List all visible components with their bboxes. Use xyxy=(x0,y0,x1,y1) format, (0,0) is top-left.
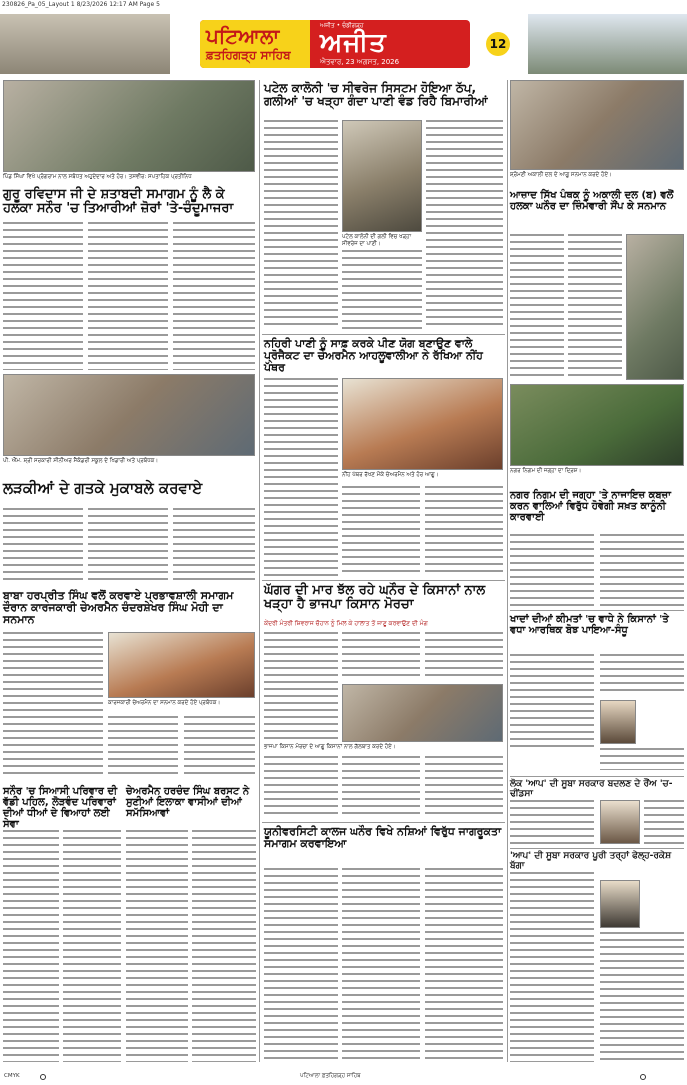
article-body xyxy=(510,800,594,844)
headline: ਨਹਿਰੀ ਪਾਣੀ ਨੂੰ ਸਾਫ਼ ਕਰਕੇ ਪੀਣ ਯੋਗ ਬਣਾਉਣ ਵਾਲੇ ਪ੍ਰੋਜੈਕਟ ਦਾ ਚੇਅਰਮੈਨ ਆਹਲੂਵਾਲੀਆ ਨੇ ਰੱਖਿਆ ਨੀਂਹ ਪੱਥਰ xyxy=(264,337,483,375)
article-body xyxy=(568,234,622,380)
photo-group-singhan xyxy=(3,80,255,172)
article-body xyxy=(510,534,594,606)
article-body xyxy=(342,250,422,330)
photo-caption: ਪੀ. ਐੱਮ. ਸ਼੍ਰੀ ਸਰਕਾਰੀ ਸੀਨੀਅਰ ਸੈਕੰਡਰੀ ਸਕੂਲ ਦੇ ਖਿਡਾਰੀ ਅਤੇ ਪ੍ਰਬੰਧਕ। xyxy=(3,458,159,464)
photo-bjp-kisan-morcha xyxy=(342,684,503,742)
article-body xyxy=(264,120,338,330)
article-body xyxy=(88,222,168,370)
article-body xyxy=(600,654,684,696)
headline: ਘੱਗਰ ਦੀ ਮਾਰ ਝੱਲ ਰਹੇ ਘਨੌਰ ਦੇ ਕਿਸਾਨਾਂ ਨਾਲ ਖੜ੍ਹਾ ਹੈ ਭਾਜਪਾ ਕਿਸਾਨ ਮੋਰਚਾ xyxy=(264,583,486,613)
article-body xyxy=(3,830,59,1062)
article-body xyxy=(600,534,684,606)
masthead-paper-sub: ਅਜੀਤ • ਚੰਡੀਗੜ੍ਹ xyxy=(320,22,364,29)
photo-gatka-players xyxy=(3,374,255,456)
masthead-city: ਪਟਿਆਲਾ xyxy=(206,24,280,48)
masthead-band xyxy=(170,14,528,74)
photo-caption: ਨਗਰ ਨਿਗਮ ਦੀ ਜਗ੍ਹਾ ਦਾ ਦ੍ਰਿਸ਼। xyxy=(510,468,582,474)
article-body xyxy=(264,868,338,1062)
headline: ਆਜ਼ਾਦ ਸਿੱਖ ਪੰਥਕ ਨੂੰ ਅਕਾਲੀ ਦਲ (ਬ) ਵਲੋਂ ਹਲਕਾ ਘਨੌਰ ਦਾ ਜ਼ਿੰਮੇਵਾਰੀ ਸੌਂਪ ਕੇ ਸਨਮਾਨ xyxy=(510,190,674,212)
headline: ਬਾਬਾ ਹਰਪ੍ਰੀਤ ਸਿੰਘ ਵਲੋਂ ਕਰਵਾਏ ਪ੍ਰਭਾਵਸ਼ਾਲੀ ਸਮਾਗਮ ਦੌਰਾਨ ਕਾਰਜਕਾਰੀ ਚੇਅਰਮੈਨ ਚੰਦਰਸ਼ੇਖਰ ਸਿੰਘ ਮੋਹੀ ਦਾ ਸਨਮਾਨ xyxy=(3,589,234,627)
kicker: ਕੇਂਦਰੀ ਮੰਤਰੀ ਸ਼ਿਵਰਾਜ ਚੌਹਾਨ ਨੂੰ ਮਿਲ ਕੇ ਹਾਲਾਤ ਤੋਂ ਜਾਣੂ ਕਰਵਾਉਣ ਦੀ ਮੰਗ xyxy=(264,620,428,627)
photo-caption: ਪਟੇਲ ਕਾਲੋਨੀ ਦੀ ਗਲੀ ਵਿਚ ਖੜ੍ਹਾ ਸੀਵਰੇਜ ਦਾ ਪਾਣੀ। xyxy=(342,234,412,247)
article-body xyxy=(510,872,594,1062)
photo-caption: ਪਿੰਡ ਸਿੰਘਾਂ ਵਿਖੇ ਪ੍ਰੋਗਰਾਮ ਨਾਲ ਸਬੰਧਤ ਅਹੁਦੇਦਾਰ ਅਤੇ ਹੋਰ। ਤਸਵੀਰ: ਸਪਤਾਹਿਕ ਪ੍ਰਤੀਨਿਧ xyxy=(3,174,192,180)
article-body xyxy=(600,932,684,1062)
footer-edition: ਪਟਿਆਲਾ ਫ਼ਤਹਿਗੜ੍ਹ ਸਾਹਿਬ xyxy=(300,1073,361,1079)
photo-caption: ਨੀਂਹ ਪੱਥਰ ਰੱਖਣ ਮੌਕੇ ਚੇਅਰਮੈਨ ਅਤੇ ਹੋਰ ਆਗੂ। xyxy=(342,472,439,478)
article-body xyxy=(426,120,503,330)
article-body xyxy=(342,632,420,680)
article-body xyxy=(173,508,255,580)
photo-honour-ceremony xyxy=(108,632,255,698)
article-body xyxy=(644,800,684,844)
photo-caption: ਕਾਰਜਕਾਰੀ ਚੇਅਰਮੈਨ ਦਾ ਸਨਮਾਨ ਕਰਦੇ ਹੋਏ ਪ੍ਰਬੰਧਕ। xyxy=(108,700,221,706)
article-body xyxy=(342,486,420,576)
photo-municipal-land xyxy=(510,384,684,466)
photo-akali-dal-leaders xyxy=(510,80,684,170)
headline: ਲੜਕੀਆਂ ਦੇ ਗਤਕੇ ਮੁਕਾਬਲੇ ਕਰਵਾਏ xyxy=(3,479,203,497)
photo-portrait-bagga xyxy=(600,880,640,928)
photo-portrait-sandhu xyxy=(600,700,636,744)
article-body xyxy=(342,868,420,1062)
article-body xyxy=(425,632,503,680)
article-body xyxy=(88,508,168,580)
article-body xyxy=(3,632,103,778)
photo-caption: ਭਾਜਪਾ ਕਿਸਾਨ ਮੋਰਚਾ ਦੇ ਆਗੂ ਕਿਸਾਨਾਂ ਨਾਲ ਗੱਲਬਾਤ ਕਰਦੇ ਹੋਏ। xyxy=(264,744,396,750)
headline: ਚੇਅਰਮੈਨ ਹਰਚੰਦ ਸਿੰਘ ਬਰਸਟ ਨੇ ਸੁਣੀਆਂ ਇਲਾਕਾ ਵਾਸੀਆਂ ਦੀਆਂ ਸਮੱਸਿਆਵਾਂ xyxy=(126,786,250,819)
article-body xyxy=(184,716,255,778)
registration-mark-icon xyxy=(40,1074,46,1080)
article-body xyxy=(3,222,83,370)
headline: 'ਆਪ' ਦੀ ਸੂਬਾ ਸਰਕਾਰ ਪੂਰੀ ਤਰ੍ਹਾਂ ਫੇਲ੍ਹ-ਰਕੇਸ਼ ਬੱਗਾ xyxy=(510,851,672,871)
print-slug: 230826_Pa_05_Layout 1 8/23/2026 12:17 AM Page 5 xyxy=(2,1,160,8)
footer-color-marks: CMYK xyxy=(4,1073,20,1079)
headline: ਲੋਕ 'ਆਪ' ਦੀ ਸੂਬਾ ਸਰਕਾਰ ਬਦਲਣ ਦੇ ਰੌਂਅ 'ਚ-ਢੀਂਡਸਾ xyxy=(510,779,673,799)
article-body xyxy=(173,222,255,370)
registration-mark-icon xyxy=(640,1074,646,1080)
masthead xyxy=(0,14,687,74)
headline: ਯੂਨੀਵਰਸਿਟੀ ਕਾਲਜ ਘਨੌਰ ਵਿਖੇ ਨਸ਼ਿਆਂ ਵਿਰੁੱਧ ਜਾਗਰੂਕਤਾ ਸਮਾਗਮ ਕਰਵਾਇਆ xyxy=(264,825,502,851)
masthead-paper-name: ਅਜੀਤ xyxy=(320,28,387,58)
footer xyxy=(0,1070,687,1084)
article-body xyxy=(510,234,564,380)
masthead-photo-left xyxy=(0,14,170,74)
headline: ਸਨੌਰ 'ਚ ਸਿਆਸੀ ਪਰਿਵਾਰ ਦੀ ਵੱਡੀ ਪਹਿਲ, ਲੋੜਵੰਦ ਪਰਿਵਾਰਾਂ ਦੀਆਂ ਧੀਆਂ ਦੇ ਵਿਆਹਾਂ ਲਈ ਸੇਵਾ xyxy=(3,786,118,830)
article-body xyxy=(3,508,83,580)
article-body xyxy=(425,756,503,818)
article-body xyxy=(63,830,121,1062)
headline: ਨਗਰ ਨਿਗਮ ਦੀ ਜਗ੍ਹਾ 'ਤੇ ਨਾਜਾਇਜ਼ ਕਬਜ਼ਾ ਕਰਨ ਵਾਲਿਆਂ ਵਿਰੁੱਧ ਹੋਵੇਗੀ ਸਖ਼ਤ ਕਾਨੂੰਨੀ ਕਾਰਵਾਈ xyxy=(510,490,672,523)
page-number: 12 xyxy=(486,32,510,56)
article-body xyxy=(600,748,684,770)
article-body xyxy=(264,532,338,576)
article-body xyxy=(342,756,420,818)
article-body xyxy=(425,868,503,1062)
photo-akali-portrait xyxy=(626,234,684,380)
article-body xyxy=(425,486,503,576)
headline: ਗੁਰੂ ਰਵਿਦਾਸ ਜੀ ਦੇ ਸ਼ਤਾਬਦੀ ਸਮਾਗਮ ਨੂੰ ਲੈ ਕੇ ਹਲਕਾ ਸਨੌਰ 'ਚ ਤਿਆਰੀਆਂ ਜ਼ੋਰਾਂ 'ਤੇ-ਚੰਦੂਮਾਜਰਾ xyxy=(3,187,234,217)
photo-portrait-dhindsa xyxy=(600,800,640,844)
article-body xyxy=(510,654,594,750)
photo-caption: ਸ਼੍ਰੋਮਣੀ ਅਕਾਲੀ ਦਲ ਦੇ ਆਗੂ ਸਨਮਾਨ ਕਰਦੇ ਹੋਏ। xyxy=(510,172,612,178)
masthead-city-secondary: ਫ਼ਤਹਿਗੜ੍ਹ ਸਾਹਿਬ xyxy=(206,48,291,62)
masthead-date: ਐਤਵਾਰ, 23 ਅਗਸਤ, 2026 xyxy=(320,58,400,66)
article-body xyxy=(192,830,256,1062)
photo-sewage-street xyxy=(342,120,422,232)
article-body xyxy=(264,632,338,742)
masthead-photo-right xyxy=(528,14,687,74)
article-body xyxy=(108,716,178,778)
headline: ਪਟੇਲ ਕਾਲੋਨੀ 'ਚ ਸੀਵਰੇਜ ਸਿਸਟਮ ਹੋਇਆ ਠੱਪ, ਗਲੀਆਂ 'ਚ ਖੜ੍ਹਾ ਗੰਦਾ ਪਾਣੀ ਵੰਡ ਰਿਹੈ ਬਿਮਾਰੀਆਂ xyxy=(264,81,488,109)
photo-foundation-stone xyxy=(342,378,503,470)
headline: ਖਾਦਾਂ ਦੀਆਂ ਕੀਮਤਾਂ 'ਚ ਵਾਧੇ ਨੇ ਕਿਸਾਨਾਂ 'ਤੇ ਵਧਾ ਆਰਥਿਕ ਬੋਝ ਪਾਇਆ-ਸੰਧੂ xyxy=(510,614,669,636)
article-body xyxy=(264,756,338,818)
article-body xyxy=(264,378,338,528)
article-body xyxy=(126,830,188,1062)
